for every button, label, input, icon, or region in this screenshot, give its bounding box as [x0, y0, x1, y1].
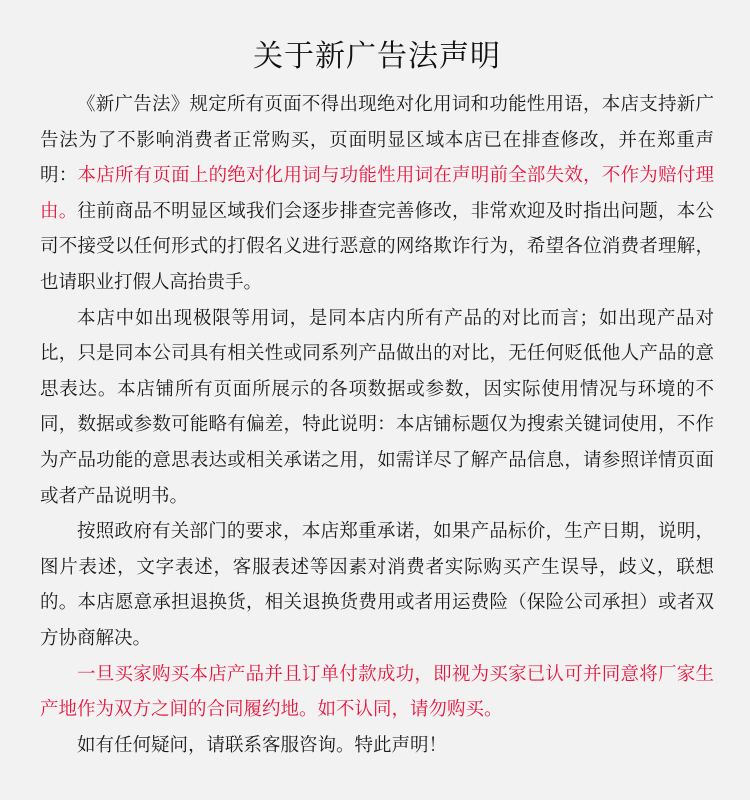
paragraph-2: 本店中如出现极限等用词，是同本店内所有产品的对比而言；如出现产品对比，只是同本公司具有相关性或同系列产品做出的对比，无任何贬低他人产品的意思表达。本店铺所有页面所展示的各项数据或参数，因实际使用情况与环境的不同，数据或参数可能略有偏差，特此说明：本店铺标题仅为搜索关键词使用，不作为产品功能的意思表达或相关承诺之用，如需详尽了解产品信息，请参照详情页面或者产品说明书。 — [40, 307, 714, 507]
highlight-invalid-terms: 本店所有页面上的绝对化用词与功能性用词在声明前全部失效，不作为赔付理由。 — [40, 165, 714, 222]
declaration-body — [40, 87, 714, 763]
paragraph-5-closing: 如有任何疑问，请联系客服咨询。特此声明！ — [77, 734, 448, 756]
paragraph-3: 按照政府有关部门的要求，本店郑重承诺，如果产品标价，生产日期，说明，图片表述，文字表述，客服表述等因素对消费者实际购买产生误导，歧义，联想的。本店愿意承担退换货，相关退换货费用或者用运费险（保险公司承担）或者双方协商解决。 — [40, 521, 714, 649]
paragraph-4-contract-location: 一旦买家购买本店产品并且订单付款成功，即视为买家已认可并同意将厂家生产地作为双方之间的合同履约地。如不认同，请勿购买。 — [40, 663, 714, 721]
paragraph-1-text: 《新广告法》规定所有页面不得出现绝对化用词和功能性用语，本店支持新广告法为了不影响消费者正常购买，页面明显区域本店已在排查修改，并在郑重声明： — [40, 94, 714, 187]
paragraph-1 — [40, 87, 714, 301]
paragraph-1-continued: 往前商品不明显区域我们会逐步排查完善修改，非常欢迎及时指出问题，本公司不接受以任何形式的打假名义进行恶意的网络欺诈行为，希望各位消费者理解，也请职业打假人高抬贵手。 — [40, 200, 714, 293]
page-title: 关于新广告法声明 — [253, 39, 501, 74]
